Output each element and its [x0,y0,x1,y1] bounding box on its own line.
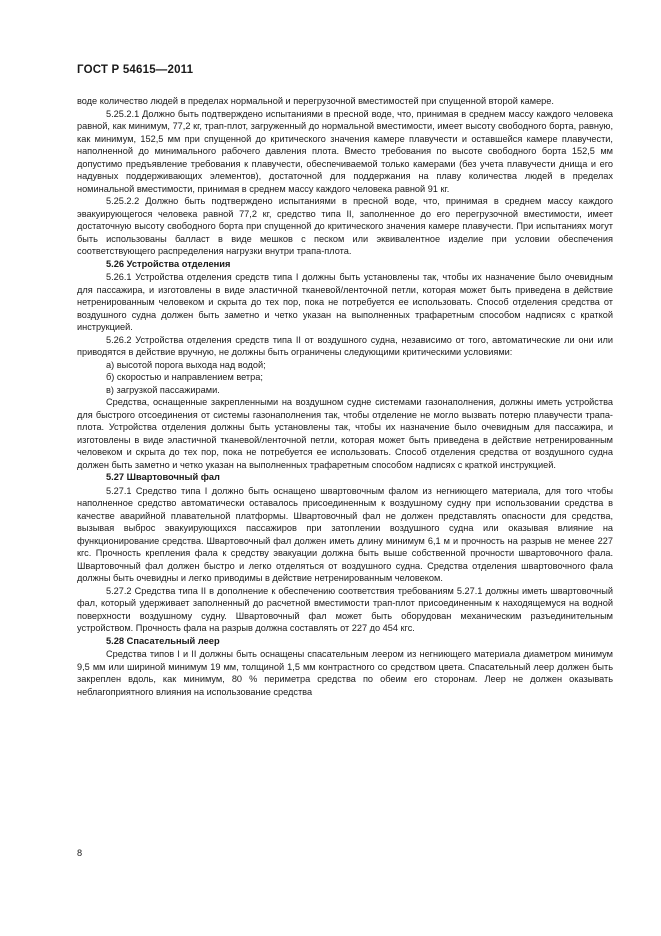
document-body [77,95,613,698]
list-item: б) скоростью и направлением ветра; [106,372,263,382]
paragraph: Средства типов I и II должны быть оснащены спасательным леером из негниющего материала диаметром минимум 9,5 мм или шириной минимум 19 мм, толщиной 1,5 мм контрастного со средством цвета. Спасательный леер должен быть закреплен вдоль, как минимум, 80 % периметра средства по обеим его сторонам. Леер не должен оказывать неблагоприятного влияния на использование средства [77,649,613,697]
standard-header: ГОСТ Р 54615—2011 [77,64,194,76]
paragraph: 5.26.2 Устройства отделения средств типа II от воздушного судна, независимо от того, автоматические ли они или приводятся в действие вручную, не должны быть ограничены следующими критическими условиями: [77,334,613,357]
paragraph: 5.25.2.2 Должно быть подтверждено испытаниями в пресной воде, что, принимая в среднем массу каждого эвакуирующегося человека равной 77,2 кг, средство типа II, заполненное до его перегрузочной вместимости, имеет достаточную высоту свободного борта при спущенной до критического значения камере плавучести. При испытаниях могут быть использованы балласт в виде мешков с песком или эквивалентное изделие при условии обеспечения соответствующего распределения нагрузки внутри трапа-плота. [77,196,613,256]
section-heading: 5.26 Устройства отделения [106,258,231,269]
paragraph: Средства, оснащенные закрепленными на воздушном судне системами газонаполнения, должны иметь устройства для быстрого отсоединения от системы газонаполнения так, чтобы отделение не могло вызвать потерю плавучести трапа-плота. Устройства отделения должны быть установлены так, чтобы их назначение было очевидным для пассажира, и изготовлены в виде эластичной тканевой/ленточной петли, которая может быть приведена в действие нетренированным человеком и скрыта до тех пор, пока не потребуется ее использовать. Способ отделения средства от воздушного судна должен быть заметно и четко указан на выполненных трафаретным способом надписях с краткой инструкцией. [77,397,613,470]
section-heading: 5.27 Швартовочный фал [106,472,220,482]
section-heading: 5.28 Спасательный леер [106,635,220,646]
list-item: в) загрузкой пассажирами. [106,384,220,395]
paragraph: 5.25.2.1 Должно быть подтверждено испытаниями в пресной воде, что, принимая в среднем массу каждого человека равной, как минимум, 77,2 кг, трап-плот, загруженный до нормальной вместимости, имеет высоту свободного борта, равную, как минимум, 152,5 мм при спущенной до критического значения камере плавучести и оставшейся камере плавучести, наполненной до минимального рабочего давления плота. Вместо требования по высоте свободного борта 152,5 мм допустимо предъявление требования к плавучести, обеспечиваемой только камерами (без учета плавучести днища и его надувных поддерживающих элементов), достаточной для поддержания на плаву количества людей в пределах номинальной вместимости, принимая в среднем массу каждого человека равной 91 кг. [77,108,613,194]
paragraph: 5.27.1 Средство типа I должно быть оснащено швартовочным фалом из негниющего материала, для того чтобы наполненное средство автоматически оставалось присоединенным к воздушному судну при использовании средства в качестве аварийной плавательной платформы. Швартовочный фал не должен представлять опасности для средства, вызывая выброс эвакуирующихся пассажиров при затоплении воздушного судна или оказывая влияние на функционирование средства. Швартовочный фал должен иметь длину минимум 6,1 м и прочность на разрыв не менее 227 кгс. Прочность крепления фала к средству эвакуации должна быть выше собственной прочности швартовочного фала. Швартовочный фал должен быстро и легко отделяться от воздушного судна. Средства отделения швартовочного фала должны быть очевидны и легко приводимы в действие нетренированным человеком. [77,485,613,583]
paragraph: 5.26.1 Устройства отделения средств типа I должны быть установлены так, чтобы их назначение было очевидным для пассажира, и изготовлены в виде эластичной тканевой/ленточной петли, которая может быть приведена в действие нетренированным человеком и скрыта до тех пор, пока не потребуется ее использовать. Способ отделения средства от воздушного судна должен быть заметно и четко указан на выполненных трафаретным способом надписях с краткой инструкцией. [77,272,613,332]
document-page [77,64,613,698]
paragraph: 5.27.2 Средства типа II в дополнение к обеспечению соответствия требованиям 5.27.1 должны иметь швартовочный фал, который удерживает заполненный до расчетной вместимости трап-плот присоединенным к находящемуся на водной поверхности воздушному судну. Швартовочный фал может быть оборудован механическим разъединительным устройством. Прочность фала на разрыв должна составлять от 227 до 454 кгс. [77,585,613,633]
list-item: а) высотой порога выхода над водой; [106,359,266,370]
paragraph: воде количество людей в пределах нормальной и перегрузочной вместимостей при спущенной второй камере. [77,96,554,106]
page-number: 8 [77,848,83,858]
